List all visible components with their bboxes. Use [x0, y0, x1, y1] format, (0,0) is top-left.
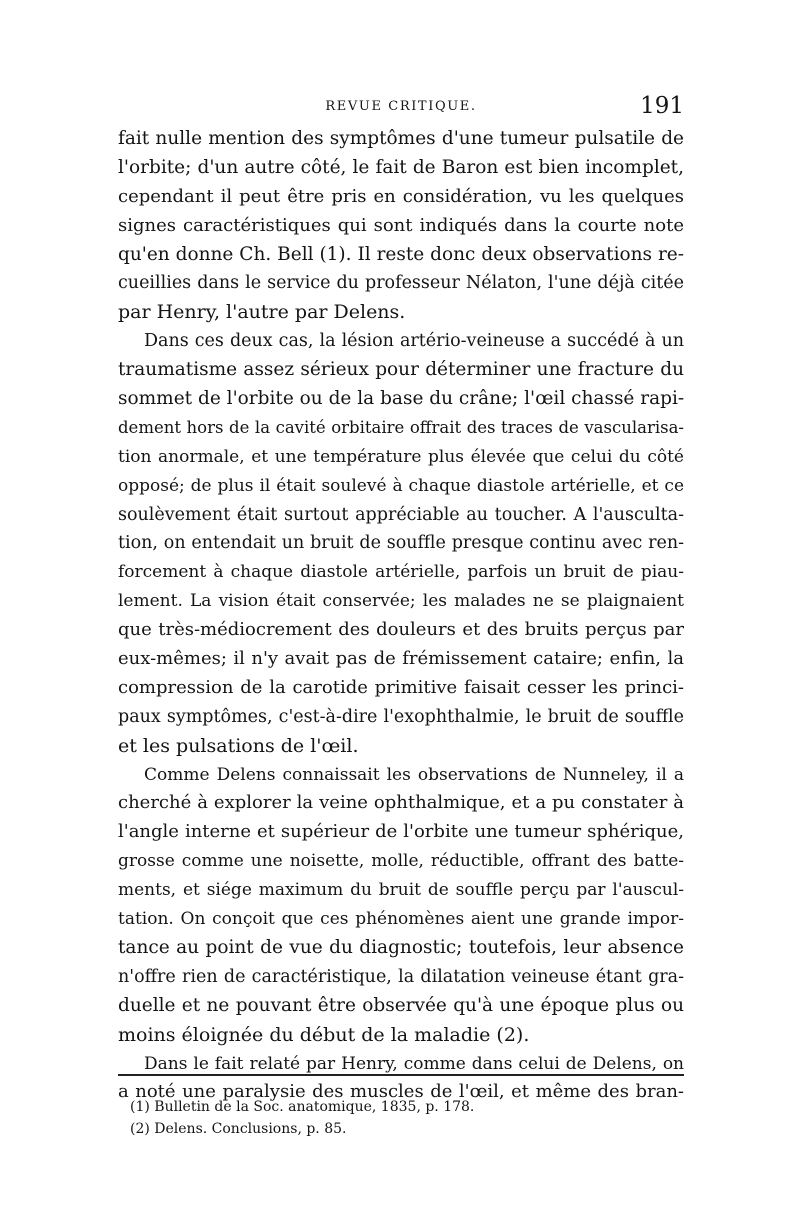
- text-line: moins éloignée du début de la maladie (2).: [118, 1023, 530, 1046]
- text-line: n'offre rien de caractéristique, la dilatation veineuse étant gra-: [118, 966, 684, 987]
- text-line: eux-mêmes; il n'y avait pas de frémissement cataire; enfin, la: [118, 648, 684, 670]
- text-line: Dans ces deux cas, la lésion artério-veineuse a succédé à un: [144, 331, 684, 352]
- text-line: lement. La vision était conservée; les malades ne se plaignaient: [118, 591, 684, 612]
- text-line: Comme Delens connaissait les observations de Nunneley, il a: [144, 764, 684, 785]
- text-line: forcement à chaque diastole artérielle, parfois un bruit de piau-: [118, 562, 684, 583]
- footnotes: [130, 1096, 684, 1140]
- text-line: traumatisme assez sérieux pour déterminer une fracture du: [118, 359, 684, 381]
- text-line: grosse comme une noisette, molle, réductible, offrant des batte-: [118, 851, 684, 872]
- text-line: compression de la carotide primitive faisait cesser les princi-: [118, 676, 684, 698]
- text-line: sommet de l'orbite ou de la base du crâne; l'œil chassé rapi-: [118, 388, 684, 410]
- text-line: qu'en donne Ch. Bell (1). Il reste donc deux observations re-: [118, 243, 684, 265]
- text-line: ments, et siége maximum du bruit de souffle perçu par l'auscul-: [118, 880, 684, 901]
- text-line: dement hors de la cavité orbitaire offrait des traces de vascularisa-: [118, 417, 684, 437]
- text-line: l'angle interne et supérieur de l'orbite une tumeur sphérique,: [118, 821, 684, 843]
- body-text: [118, 125, 684, 1107]
- text-line: signes caractéristiques qui sont indiqués dans la courte note: [118, 214, 684, 236]
- paragraph-2: [118, 327, 684, 760]
- text-line: opposé; de plus il était soulevé à chaque diastole artérielle, et ce: [118, 475, 684, 496]
- text-line: et les pulsations de l'œil.: [118, 734, 359, 757]
- page-number: 191: [640, 93, 684, 119]
- text-line: tion anormale, et une température plus élevée que celui du côté: [118, 446, 684, 467]
- text-line: tion, on entendait un bruit de souffle presque continu avec ren-: [118, 533, 684, 554]
- text-line: que très-médiocrement des douleurs et des bruits perçus par: [118, 619, 684, 641]
- text-line: cependant il peut être pris en considération, vu les quelques: [118, 185, 684, 207]
- text-line: tance au point de vue du diagnostic; toutefois, leur absence: [118, 936, 684, 958]
- footnote-1: (1) Bulletin de la Soc. anatomique, 1835, p. 178.: [130, 1099, 475, 1115]
- running-head: [118, 93, 684, 119]
- text-line: soulèvement était surtout appréciable au toucher. A l'ausculta-: [118, 504, 684, 525]
- text-line: l'orbite; d'un autre côté, le fait de Baron est bien incomplet,: [118, 156, 684, 178]
- text-line: a noté une paralysie des muscles de l'œil, et même des bran-: [118, 1081, 684, 1103]
- text-line: duelle et ne pouvant être observée qu'à une époque plus ou: [118, 994, 684, 1016]
- paragraph-3: [118, 761, 684, 1050]
- running-title: REVUE CRITIQUE.: [325, 99, 477, 114]
- text-line: tation. On conçoit que ces phénomènes aient une grande impor-: [118, 909, 684, 930]
- text-line: fait nulle mention des symptômes d'une tumeur pulsatile de: [118, 128, 684, 149]
- footnote-2: (2) Delens. Conclusions, p. 85.: [130, 1121, 347, 1137]
- footnote-rule: [118, 1074, 684, 1076]
- paragraph-1: [118, 125, 684, 327]
- text-line: cherché à explorer la veine ophthalmique, et a pu constater à: [118, 792, 684, 814]
- text-line: paux symptômes, c'est-à-dire l'exophthalmie, le bruit de souffle: [118, 706, 684, 727]
- text-line: cueillies dans le service du professeur Nélaton, l'une déjà citée: [118, 273, 684, 294]
- text-line: par Henry, l'autre par Delens.: [118, 301, 406, 324]
- text-line: Dans le fait relaté par Henry, comme dans celui de Delens, on: [144, 1053, 684, 1074]
